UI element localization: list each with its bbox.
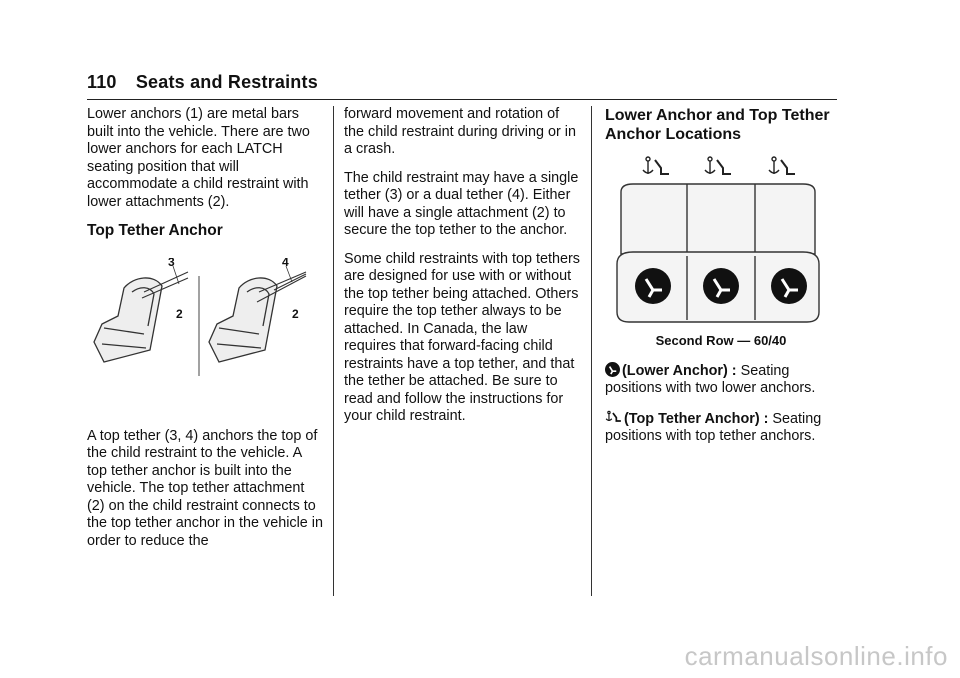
top-tether-paragraph: A top tether (3, 4) anchors the top of the child restraint to the vehicle. A top tether anchor is built into the vehicle. The top tether attachment (2) on the child restraint connects to the top tether anchor in the vehicle in order to reduce the <box>87 427 323 549</box>
section-title: Seats and Restraints <box>135 72 318 92</box>
column-1 <box>87 106 323 561</box>
figure-label-2-right: 2 <box>292 306 299 321</box>
top-tether-illustration <box>84 258 324 378</box>
top-tether-anchor-icon <box>705 157 731 174</box>
column-divider-1 <box>333 106 334 596</box>
forward-movement-paragraph: forward movement and rotation of the child restraint during driving or in a crash. <box>344 106 576 157</box>
second-row-seat-diagram <box>611 152 825 328</box>
lower-anchor-icon <box>605 362 620 377</box>
top-tether-anchor-icon-row <box>643 157 795 174</box>
lower-anchor-icon-row <box>635 268 807 304</box>
lower-anchor-icon <box>703 268 739 304</box>
top-tether-anchor-icon <box>605 409 622 425</box>
figure-label-4: 4 <box>282 257 289 269</box>
child-seat-single-tether <box>94 272 188 362</box>
column-divider-2 <box>591 106 592 596</box>
column-2 <box>344 106 582 437</box>
top-tether-term: (Top Tether Anchor) : <box>624 410 769 427</box>
column-3 <box>605 106 837 457</box>
lower-anchor-icon <box>771 268 807 304</box>
lower-anchor-definition <box>605 362 837 398</box>
tether-requirements-paragraph: Some child restraints with top tethers are designed for use with or without the top tether being attached. Others require the top tether always to be attached. In Canada, the law requires that forward-facing child restraints have a top tether, and that the tether be attached. Be sure to read and follow the instructions for your child restraint. <box>344 250 580 424</box>
top-tether-anchor-heading: Top Tether Anchor <box>87 222 223 239</box>
lower-anchor-description: Seating positions with two lower anchors. <box>605 362 816 396</box>
figure-label-3: 3 <box>168 257 175 269</box>
header-rule <box>87 99 837 100</box>
figure-label-2-left: 2 <box>176 306 183 321</box>
lower-anchor-icon <box>635 268 671 304</box>
top-tether-anchor-icon <box>769 157 795 174</box>
figure-caption: Second Row — 60/40 <box>655 333 787 348</box>
watermark: carmanualsonline.info <box>684 641 948 671</box>
tether-types-paragraph: The child restraint may have a single tether (3) or a dual tether (4). Either will have a single attachment (2) to secure the top tether to the anchor. <box>344 169 579 238</box>
top-tether-anchor-icon <box>643 157 669 174</box>
page-number: 110 <box>87 72 117 92</box>
anchor-locations-heading: Lower Anchor and Top Tether Anchor Locations <box>605 107 830 143</box>
page-header <box>87 72 318 93</box>
lower-anchor-term: (Lower Anchor) : <box>622 362 737 379</box>
top-tether-anchor-definition <box>605 409 837 446</box>
lower-anchors-paragraph: Lower anchors (1) are metal bars built into the vehicle. There are two lower anchors for each LATCH seating position that will accommodate a child restraint with lower attachments (2). <box>87 106 310 210</box>
top-tether-description: Seating positions with top tether anchors. <box>605 410 822 444</box>
seatback <box>621 184 815 254</box>
